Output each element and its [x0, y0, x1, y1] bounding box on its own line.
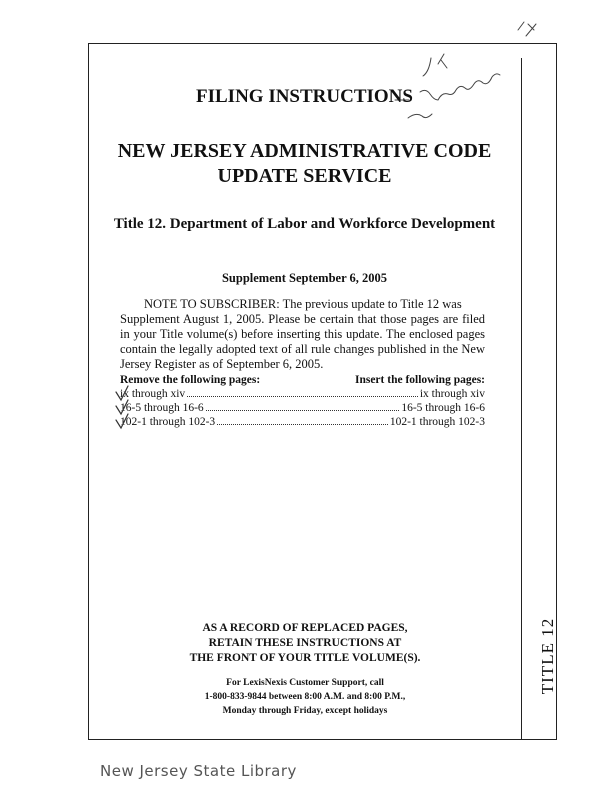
record-line-2: RETAIN THESE INSTRUCTIONS AT: [208, 637, 402, 649]
remove-pages: ix through xiv: [120, 388, 186, 400]
title-line: Title 12. Department of Labor and Workforce Development: [113, 216, 496, 232]
filing-instructions-heading: FILING INSTRUCTIONS: [196, 86, 413, 107]
support-line-2: 1-800-833-9844 between 8:00 A.M. and 8:00 P.M.,: [204, 692, 406, 702]
insert-pages: 102-1 through 102-3: [389, 416, 485, 428]
support-line-1: For LexisNexis Customer Support, call: [226, 678, 384, 688]
code-title-line-2: UPDATE SERVICE: [217, 165, 392, 187]
support-line-3: Monday through Friday, except holidays: [222, 706, 388, 716]
record-line-1: AS A RECORD OF REPLACED PAGES,: [202, 622, 408, 634]
insert-header: Insert the following pages:: [354, 374, 485, 386]
library-stamp: New Jersey State Library: [100, 762, 297, 780]
supplement-date: Supplement September 6, 2005: [221, 271, 388, 285]
insert-pages: ix through xiv: [419, 388, 485, 400]
code-title-line-1: NEW JERSEY ADMINISTRATIVE CODE: [117, 140, 492, 162]
remove-pages: 102-1 through 102-3: [120, 416, 216, 428]
record-line-3: THE FRONT OF YOUR TITLE VOLUME(S).: [189, 652, 421, 664]
record-instructions: [140, 621, 470, 666]
remove-header: Remove the following pages:: [120, 374, 261, 386]
customer-support: [140, 676, 470, 718]
remove-pages: 16-5 through 16-6: [120, 402, 204, 414]
title-tab-label: TITLE 12: [538, 617, 557, 695]
note-line-1: NOTE TO SUBSCRIBER: The previous update to Title 12 was: [144, 297, 462, 311]
note-body: Supplement August 1, 2005. Please be certain that those pages are filed in your Title volume(s) before inserting this update. The enclosed pages contain the legally adopted text of all rule changes published in the New Jersey Register as of September 6, 2005.: [120, 312, 485, 371]
insert-pages: 16-5 through 16-6: [401, 402, 485, 414]
